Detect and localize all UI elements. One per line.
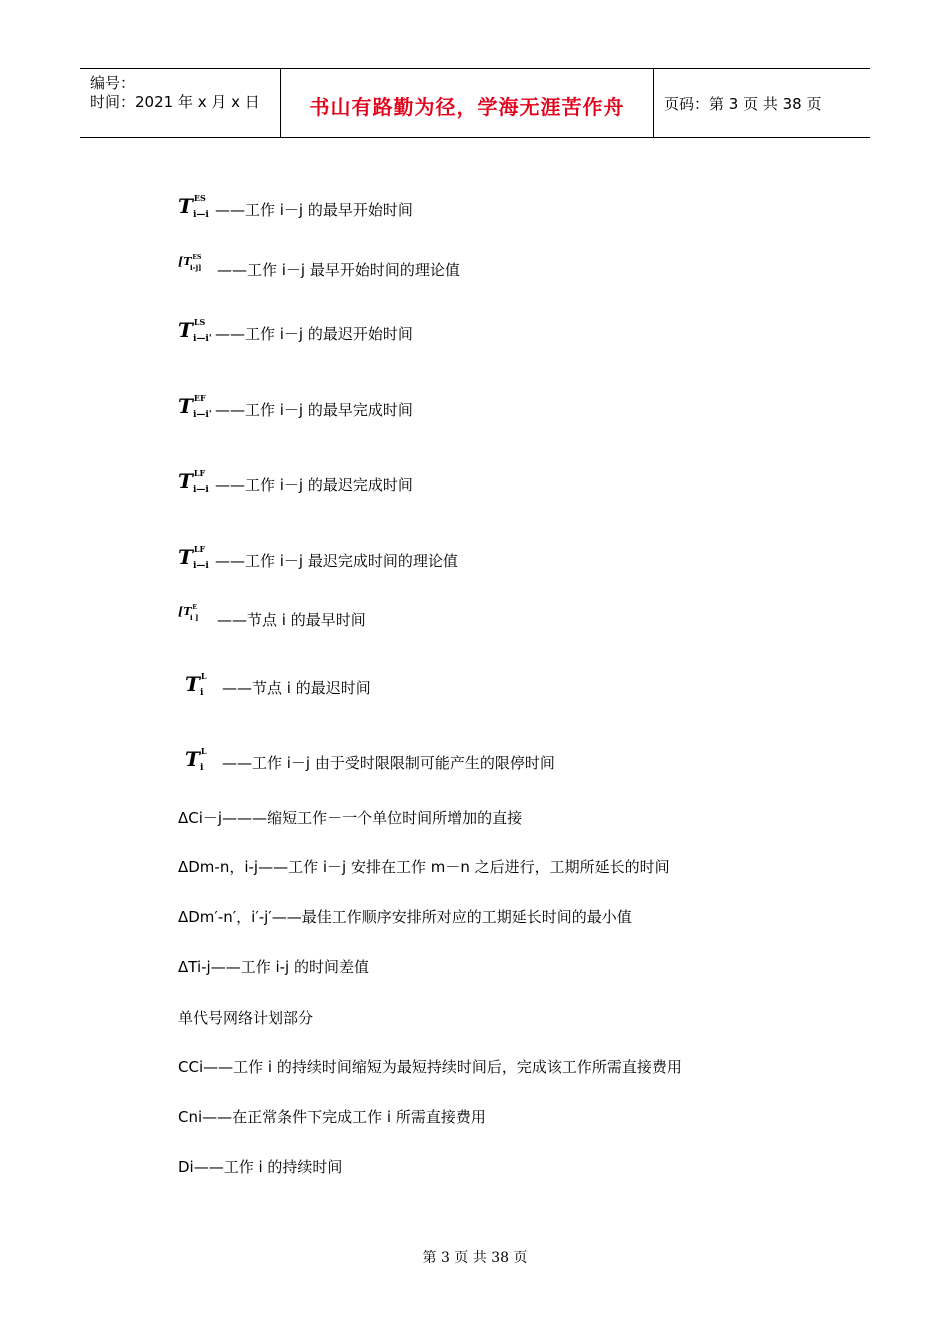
symbol-subscript: i-j] (190, 263, 202, 272)
math-symbol (185, 672, 221, 698)
math-symbol (178, 604, 216, 630)
symbol-base: [T (178, 255, 192, 268)
definition-line: CCi——工作 i 的持续时间缩短为最短持续时间后，完成该工作所需直接费用 (178, 1058, 682, 1076)
definition-text: ——工作 i－j 的最早完成时间 (215, 401, 413, 419)
symbol-definition-row (178, 469, 413, 495)
symbol-superscript: LS (193, 317, 206, 327)
symbol-base: T (178, 318, 193, 342)
symbol-base: T (185, 672, 200, 696)
definition-text: ——节点 i 的最迟时间 (222, 679, 371, 697)
symbol-definition-row (178, 394, 413, 420)
symbol-definition-row (178, 545, 458, 571)
symbol-base: T (178, 469, 193, 493)
symbol-base: T (178, 194, 193, 218)
symbol-superscript: ES (193, 193, 206, 203)
math-symbol (178, 318, 214, 344)
symbol-subscript: i—i (193, 485, 209, 495)
symbol-definition-row (185, 672, 371, 698)
symbol-superscript: LF (193, 544, 206, 554)
definition-line: ΔDm-n，i-j——工作 i－j 安排在工作 m－n 之后进行，工期所延长的时间 (178, 858, 670, 876)
header-center-cell (281, 69, 654, 137)
page-header (80, 68, 870, 138)
section-heading: 单代号网络计划部分 (178, 1009, 314, 1027)
symbol-subscript: i—i (193, 561, 209, 571)
symbol-definition-row (178, 604, 366, 630)
definition-line: ΔCi－j———缩短工作－一个单位时间所增加的直接 (178, 809, 523, 827)
symbol-superscript: L (200, 746, 207, 756)
definition-text: ——工作 i－j 最迟完成时间的理论值 (215, 552, 458, 570)
number-label: 编号： (90, 74, 136, 92)
symbol-superscript: ES (192, 254, 202, 261)
symbol-definition-row (178, 254, 460, 280)
symbol-subscript: i (200, 688, 204, 698)
math-symbol (178, 194, 214, 220)
page-info: 页码：第 3 页 共 38 页 (664, 95, 822, 113)
symbol-definition-row (185, 747, 555, 773)
math-symbol (185, 747, 221, 773)
definition-text: ——工作 i－j 最早开始时间的理论值 (217, 261, 460, 279)
header-right-cell (654, 69, 870, 137)
symbol-subscript: i—i' (193, 334, 212, 344)
symbol-base: T (185, 747, 200, 771)
math-symbol (178, 394, 214, 420)
symbol-base: T (178, 545, 193, 569)
math-symbol (178, 545, 214, 571)
symbol-base: T (178, 394, 193, 418)
symbol-definition-row (178, 318, 413, 344)
symbol-subscript: i—i (193, 210, 209, 220)
symbol-superscript: EF (193, 393, 206, 403)
definition-text: ——工作 i－j 的最迟完成时间 (215, 476, 413, 494)
math-symbol (178, 469, 214, 495)
symbol-definition-row (178, 194, 413, 220)
symbol-subscript: i ] (190, 613, 199, 622)
definition-text: ——工作 i－j 由于受时限限制可能产生的限停时间 (222, 754, 555, 772)
definition-text: ——工作 i－j 的最迟开始时间 (215, 325, 413, 343)
definition-text: ——工作 i－j 的最早开始时间 (215, 201, 413, 219)
definition-text: ——节点 i 的最早时间 (217, 611, 366, 629)
symbol-subscript: i—i' (193, 410, 212, 420)
header-left-cell (80, 69, 281, 137)
symbol-superscript: LF (193, 468, 206, 478)
definition-line: Cni——在正常条件下完成工作 i 所需直接费用 (178, 1108, 486, 1126)
symbol-base: [T (178, 605, 192, 618)
definition-line: ΔDm′-n′，i′-j′——最佳工作顺序安排所对应的工期延长时间的最小值 (178, 908, 632, 926)
math-symbol (178, 254, 216, 280)
motto: 书山有路勤为径，学海无涯苦作舟 (309, 95, 625, 119)
symbol-superscript: L (200, 671, 207, 681)
time-line: 时间：2021 年 x 月 x 日 (90, 93, 260, 111)
definition-line: ΔTi-j——工作 i-j 的时间差值 (178, 958, 369, 976)
symbol-superscript: E (192, 604, 197, 611)
definition-line: Di——工作 i 的持续时间 (178, 1158, 343, 1176)
symbol-subscript: i (200, 763, 204, 773)
page-footer: 第 3 页 共 38 页 (422, 1250, 528, 1266)
